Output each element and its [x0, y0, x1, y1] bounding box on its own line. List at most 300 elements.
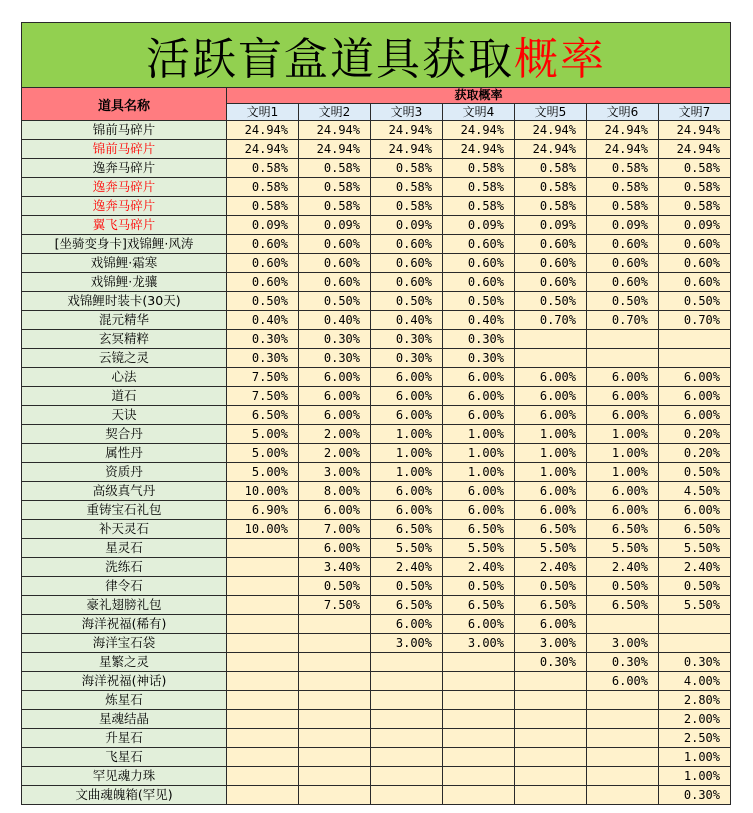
table-row	[22, 387, 731, 406]
item-name-cell: 补天灵石	[22, 520, 227, 539]
probability-cell: 6.00%	[659, 387, 731, 406]
probability-cell: 0.58%	[371, 159, 443, 178]
probability-cell: 6.50%	[515, 520, 587, 539]
table-row	[22, 482, 731, 501]
probability-cell: 5.50%	[443, 539, 515, 558]
item-name-cell: 道石	[22, 387, 227, 406]
probability-cell: 1.00%	[659, 748, 731, 767]
probability-cell: 0.50%	[515, 292, 587, 311]
probability-cell: 0.50%	[659, 292, 731, 311]
probability-cell	[371, 691, 443, 710]
probability-cell: 0.58%	[299, 178, 371, 197]
probability-cell: 6.00%	[587, 482, 659, 501]
probability-cell	[227, 748, 299, 767]
probability-cell	[227, 634, 299, 653]
probability-cell: 2.40%	[443, 558, 515, 577]
probability-cell: 5.00%	[227, 444, 299, 463]
probability-cell: 0.20%	[659, 425, 731, 444]
probability-cell: 6.00%	[587, 368, 659, 387]
probability-cell: 0.58%	[659, 159, 731, 178]
probability-cell	[443, 672, 515, 691]
probability-cell: 0.50%	[587, 292, 659, 311]
item-name-cell: 高级真气丹	[22, 482, 227, 501]
probability-cell	[515, 349, 587, 368]
item-name-cell: 罕见魂力珠	[22, 767, 227, 786]
probability-cell: 0.60%	[515, 235, 587, 254]
probability-cell: 24.94%	[515, 140, 587, 159]
probability-cell: 0.50%	[227, 292, 299, 311]
item-name-cell: 混元精华	[22, 311, 227, 330]
table-row	[22, 444, 731, 463]
probability-cell: 3.00%	[443, 634, 515, 653]
probability-cell	[299, 767, 371, 786]
probability-cell: 6.00%	[299, 501, 371, 520]
table-row	[22, 311, 731, 330]
probability-cell: 0.20%	[659, 444, 731, 463]
probability-cell: 6.00%	[443, 615, 515, 634]
table-row	[22, 577, 731, 596]
probability-cell: 0.58%	[515, 178, 587, 197]
probability-cell	[299, 653, 371, 672]
probability-cell: 0.60%	[299, 273, 371, 292]
probability-cell: 0.58%	[515, 197, 587, 216]
table-row	[22, 216, 731, 235]
probability-cell: 0.70%	[515, 311, 587, 330]
probability-cell: 0.50%	[659, 463, 731, 482]
probability-cell: 24.94%	[371, 140, 443, 159]
item-name-cell: 资质丹	[22, 463, 227, 482]
probability-cell: 2.80%	[659, 691, 731, 710]
probability-cell: 24.94%	[371, 121, 443, 140]
table-row	[22, 406, 731, 425]
probability-cell: 0.30%	[587, 653, 659, 672]
probability-cell	[587, 729, 659, 748]
probability-cell	[227, 577, 299, 596]
column-header: 文明6	[587, 104, 659, 121]
probability-cell: 2.00%	[659, 710, 731, 729]
item-name-cell: 炼星石	[22, 691, 227, 710]
table-row	[22, 729, 731, 748]
probability-cell: 6.00%	[659, 368, 731, 387]
probability-cell: 1.00%	[587, 444, 659, 463]
probability-cell: 6.00%	[299, 539, 371, 558]
probability-cell: 6.00%	[299, 387, 371, 406]
probability-cell	[227, 691, 299, 710]
probability-cell: 0.58%	[227, 159, 299, 178]
table-row	[22, 121, 731, 140]
probability-cell: 4.00%	[659, 672, 731, 691]
table-row	[22, 292, 731, 311]
probability-cell: 0.30%	[299, 330, 371, 349]
table-row	[22, 539, 731, 558]
table-row	[22, 349, 731, 368]
probability-cell	[515, 672, 587, 691]
probability-cell	[587, 710, 659, 729]
probability-cell: 0.58%	[227, 178, 299, 197]
probability-cell: 7.50%	[299, 596, 371, 615]
probability-cell: 0.58%	[443, 178, 515, 197]
probability-cell: 0.50%	[371, 292, 443, 311]
probability-cell: 0.50%	[587, 577, 659, 596]
sheet-title	[22, 23, 731, 88]
probability-cell	[371, 767, 443, 786]
probability-cell: 0.40%	[443, 311, 515, 330]
probability-cell	[659, 634, 731, 653]
column-header: 文明5	[515, 104, 587, 121]
probability-cell: 1.00%	[515, 444, 587, 463]
probability-cell	[515, 786, 587, 805]
probability-cell: 0.60%	[299, 254, 371, 273]
item-name-cell: 契合丹	[22, 425, 227, 444]
probability-cell	[587, 767, 659, 786]
probability-cell: 0.58%	[587, 159, 659, 178]
probability-cell: 6.50%	[371, 520, 443, 539]
item-name-cell: 洗练石	[22, 558, 227, 577]
probability-cell	[227, 539, 299, 558]
probability-cell: 6.00%	[587, 501, 659, 520]
table-row	[22, 767, 731, 786]
probability-cell: 2.40%	[371, 558, 443, 577]
probability-cell	[659, 349, 731, 368]
probability-cell: 0.58%	[371, 197, 443, 216]
item-name-cell: 戏锦鲤·霜寒	[22, 254, 227, 273]
probability-cell: 0.60%	[515, 254, 587, 273]
probability-cell: 6.00%	[299, 368, 371, 387]
probability-cell: 24.94%	[227, 140, 299, 159]
probability-cell	[515, 729, 587, 748]
probability-cell: 0.09%	[659, 216, 731, 235]
probability-cell: 1.00%	[371, 463, 443, 482]
table-row	[22, 520, 731, 539]
probability-cell: 0.58%	[587, 197, 659, 216]
probability-cell	[227, 596, 299, 615]
probability-cell: 4.50%	[659, 482, 731, 501]
probability-cell: 5.00%	[227, 463, 299, 482]
probability-cell: 2.40%	[587, 558, 659, 577]
probability-cell: 6.00%	[371, 406, 443, 425]
probability-cell: 0.60%	[659, 273, 731, 292]
probability-cell: 6.50%	[443, 596, 515, 615]
probability-cell	[587, 349, 659, 368]
probability-cell: 6.00%	[659, 406, 731, 425]
probability-cell	[515, 691, 587, 710]
item-name-cell: 翼飞马碎片	[22, 216, 227, 235]
probability-cell	[299, 691, 371, 710]
probability-cell: 6.00%	[443, 482, 515, 501]
item-name-cell: [坐骑变身卡]戏锦鲤·风涛	[22, 235, 227, 254]
probability-cell: 0.60%	[227, 273, 299, 292]
column-header: 文明4	[443, 104, 515, 121]
item-name-cell: 律令石	[22, 577, 227, 596]
item-name-cell: 锦前马碎片	[22, 140, 227, 159]
table-row	[22, 786, 731, 805]
probability-cell	[227, 767, 299, 786]
item-name-cell: 星魂结晶	[22, 710, 227, 729]
probability-cell: 0.40%	[227, 311, 299, 330]
probability-cell: 0.60%	[659, 235, 731, 254]
probability-cell: 1.00%	[587, 425, 659, 444]
item-name-cell: 戏锦鲤·龙骧	[22, 273, 227, 292]
title-accent: 概率	[514, 34, 606, 85]
probability-cell: 6.00%	[587, 672, 659, 691]
probability-cell: 10.00%	[227, 482, 299, 501]
item-name-cell: 豪礼翅膀礼包	[22, 596, 227, 615]
probability-cell: 5.50%	[515, 539, 587, 558]
probability-cell: 3.00%	[299, 463, 371, 482]
probability-cell: 6.00%	[371, 501, 443, 520]
probability-cell: 0.60%	[443, 235, 515, 254]
table-row	[22, 140, 731, 159]
probability-cell: 5.50%	[659, 539, 731, 558]
table-row	[22, 330, 731, 349]
probability-cell: 2.00%	[299, 444, 371, 463]
item-name-cell: 逸奔马碎片	[22, 178, 227, 197]
item-name-cell: 星繁之灵	[22, 653, 227, 672]
probability-cell: 7.50%	[227, 387, 299, 406]
probability-cell: 5.50%	[371, 539, 443, 558]
probability-cell: 6.00%	[515, 406, 587, 425]
probability-cell: 0.40%	[299, 311, 371, 330]
item-name-cell: 升星石	[22, 729, 227, 748]
probability-cell: 0.58%	[227, 197, 299, 216]
probability-cell: 1.00%	[443, 463, 515, 482]
probability-cell: 0.60%	[515, 273, 587, 292]
table-row	[22, 558, 731, 577]
probability-cell: 0.58%	[587, 178, 659, 197]
probability-cell: 0.50%	[443, 577, 515, 596]
table-row	[22, 159, 731, 178]
probability-cell: 5.50%	[587, 539, 659, 558]
probability-cell: 6.00%	[371, 368, 443, 387]
table-row	[22, 501, 731, 520]
item-name-cell: 海洋祝福(神话)	[22, 672, 227, 691]
column-header: 文明7	[659, 104, 731, 121]
probability-cell: 0.58%	[515, 159, 587, 178]
probability-cell: 6.00%	[515, 615, 587, 634]
probability-cell: 0.30%	[659, 786, 731, 805]
probability-cell	[371, 786, 443, 805]
probability-cell: 8.00%	[299, 482, 371, 501]
table-row	[22, 748, 731, 767]
probability-cell: 0.50%	[299, 292, 371, 311]
probability-cell	[227, 558, 299, 577]
table-row	[22, 672, 731, 691]
probability-cell	[371, 729, 443, 748]
probability-cell: 24.94%	[443, 140, 515, 159]
probability-cell: 0.30%	[371, 349, 443, 368]
probability-cell: 24.94%	[587, 140, 659, 159]
table-row	[22, 425, 731, 444]
probability-cell: 2.40%	[659, 558, 731, 577]
probability-cell	[299, 634, 371, 653]
probability-cell: 0.09%	[371, 216, 443, 235]
probability-cell: 6.00%	[515, 501, 587, 520]
probability-cell: 0.60%	[227, 235, 299, 254]
probability-cell: 0.09%	[227, 216, 299, 235]
probability-cell: 3.00%	[587, 634, 659, 653]
item-name-cell: 戏锦鲤时装卡(30天)	[22, 292, 227, 311]
probability-cell	[371, 672, 443, 691]
probability-cell	[299, 672, 371, 691]
column-header: 文明1	[227, 104, 299, 121]
probability-cell	[587, 748, 659, 767]
probability-cell: 24.94%	[299, 121, 371, 140]
probability-cell: 6.00%	[515, 368, 587, 387]
probability-cell: 1.00%	[443, 425, 515, 444]
probability-cell: 6.50%	[227, 406, 299, 425]
probability-cell: 0.58%	[371, 178, 443, 197]
probability-cell: 6.00%	[299, 406, 371, 425]
probability-cell: 5.00%	[227, 425, 299, 444]
probability-cell: 2.40%	[515, 558, 587, 577]
item-name-cell: 飞星石	[22, 748, 227, 767]
probability-cell: 6.50%	[443, 520, 515, 539]
probability-cell: 0.70%	[659, 311, 731, 330]
probability-cell: 0.60%	[587, 273, 659, 292]
probability-cell: 6.00%	[587, 406, 659, 425]
probability-cell: 0.30%	[443, 330, 515, 349]
probability-cell	[587, 691, 659, 710]
probability-cell	[443, 710, 515, 729]
probability-cell: 1.00%	[371, 444, 443, 463]
probability-cell	[515, 710, 587, 729]
probability-cell	[443, 767, 515, 786]
probability-cell	[443, 786, 515, 805]
probability-cell	[371, 710, 443, 729]
item-name-cell: 天诀	[22, 406, 227, 425]
probability-cell	[587, 786, 659, 805]
table-row	[22, 254, 731, 273]
probability-cell: 3.40%	[299, 558, 371, 577]
probability-cell	[443, 729, 515, 748]
probability-cell	[299, 615, 371, 634]
probability-cell: 6.50%	[659, 520, 731, 539]
probability-cell	[299, 710, 371, 729]
probability-cell	[299, 748, 371, 767]
item-name-cell: 心法	[22, 368, 227, 387]
probability-cell	[227, 615, 299, 634]
probability-cell: 6.00%	[443, 501, 515, 520]
probability-cell: 6.00%	[587, 387, 659, 406]
item-name-header: 道具名称	[22, 88, 227, 121]
probability-cell: 0.09%	[587, 216, 659, 235]
probability-cell	[515, 330, 587, 349]
probability-cell: 1.00%	[587, 463, 659, 482]
probability-cell: 5.50%	[659, 596, 731, 615]
probability-cell: 0.58%	[299, 197, 371, 216]
probability-group-header: 获取概率	[227, 88, 731, 104]
probability-cell: 6.00%	[659, 501, 731, 520]
probability-cell: 6.00%	[515, 482, 587, 501]
probability-cell	[371, 748, 443, 767]
probability-cell: 6.00%	[371, 482, 443, 501]
item-name-cell: 属性丹	[22, 444, 227, 463]
table-row	[22, 691, 731, 710]
probability-cell: 1.00%	[371, 425, 443, 444]
table-row	[22, 273, 731, 292]
probability-cell: 1.00%	[659, 767, 731, 786]
probability-cell	[227, 653, 299, 672]
probability-cell: 0.30%	[443, 349, 515, 368]
probability-cell	[227, 729, 299, 748]
probability-cell: 0.50%	[371, 577, 443, 596]
probability-cell: 10.00%	[227, 520, 299, 539]
probability-cell: 24.94%	[659, 140, 731, 159]
probability-cell: 0.30%	[515, 653, 587, 672]
title-main: 活跃盲盒道具获取	[146, 34, 514, 85]
probability-cell	[299, 729, 371, 748]
probability-cell: 0.30%	[371, 330, 443, 349]
probability-cell: 6.50%	[371, 596, 443, 615]
probability-cell	[227, 786, 299, 805]
probability-cell: 6.00%	[515, 387, 587, 406]
probability-cell: 0.60%	[443, 254, 515, 273]
probability-cell: 6.50%	[515, 596, 587, 615]
item-name-cell: 重铸宝石礼包	[22, 501, 227, 520]
probability-cell: 24.94%	[443, 121, 515, 140]
item-name-cell: 玄冥精粹	[22, 330, 227, 349]
probability-cell: 0.09%	[299, 216, 371, 235]
table-row	[22, 178, 731, 197]
probability-cell: 0.60%	[371, 235, 443, 254]
probability-cell: 0.60%	[587, 254, 659, 273]
item-name-cell: 锦前马碎片	[22, 121, 227, 140]
probability-cell	[587, 330, 659, 349]
item-name-cell: 逸奔马碎片	[22, 159, 227, 178]
probability-cell: 0.58%	[659, 197, 731, 216]
probability-cell: 24.94%	[587, 121, 659, 140]
item-name-cell: 云镜之灵	[22, 349, 227, 368]
probability-cell	[443, 653, 515, 672]
probability-cell: 0.60%	[299, 235, 371, 254]
probability-cell: 6.50%	[587, 520, 659, 539]
probability-cell	[659, 330, 731, 349]
probability-cell	[515, 767, 587, 786]
probability-cell: 6.00%	[443, 368, 515, 387]
table-body	[22, 121, 731, 805]
probability-cell	[443, 691, 515, 710]
probability-cell	[587, 615, 659, 634]
table-row	[22, 463, 731, 482]
table-row	[22, 368, 731, 387]
probability-cell: 0.70%	[587, 311, 659, 330]
probability-cell: 0.09%	[515, 216, 587, 235]
probability-cell	[443, 748, 515, 767]
probability-cell: 6.00%	[371, 387, 443, 406]
probability-cell: 1.00%	[515, 463, 587, 482]
probability-cell	[227, 710, 299, 729]
probability-cell	[659, 615, 731, 634]
table-row	[22, 710, 731, 729]
probability-cell: 0.50%	[299, 577, 371, 596]
probability-cell	[227, 672, 299, 691]
table-row	[22, 634, 731, 653]
probability-cell: 6.90%	[227, 501, 299, 520]
column-header: 文明2	[299, 104, 371, 121]
probability-cell: 3.00%	[371, 634, 443, 653]
item-name-cell: 星灵石	[22, 539, 227, 558]
probability-cell: 7.00%	[299, 520, 371, 539]
column-header: 文明3	[371, 104, 443, 121]
table-row	[22, 197, 731, 216]
probability-cell: 0.09%	[443, 216, 515, 235]
probability-cell	[515, 748, 587, 767]
probability-cell: 24.94%	[299, 140, 371, 159]
probability-cell	[299, 786, 371, 805]
table-row	[22, 653, 731, 672]
probability-cell: 0.30%	[227, 349, 299, 368]
probability-cell: 0.58%	[299, 159, 371, 178]
